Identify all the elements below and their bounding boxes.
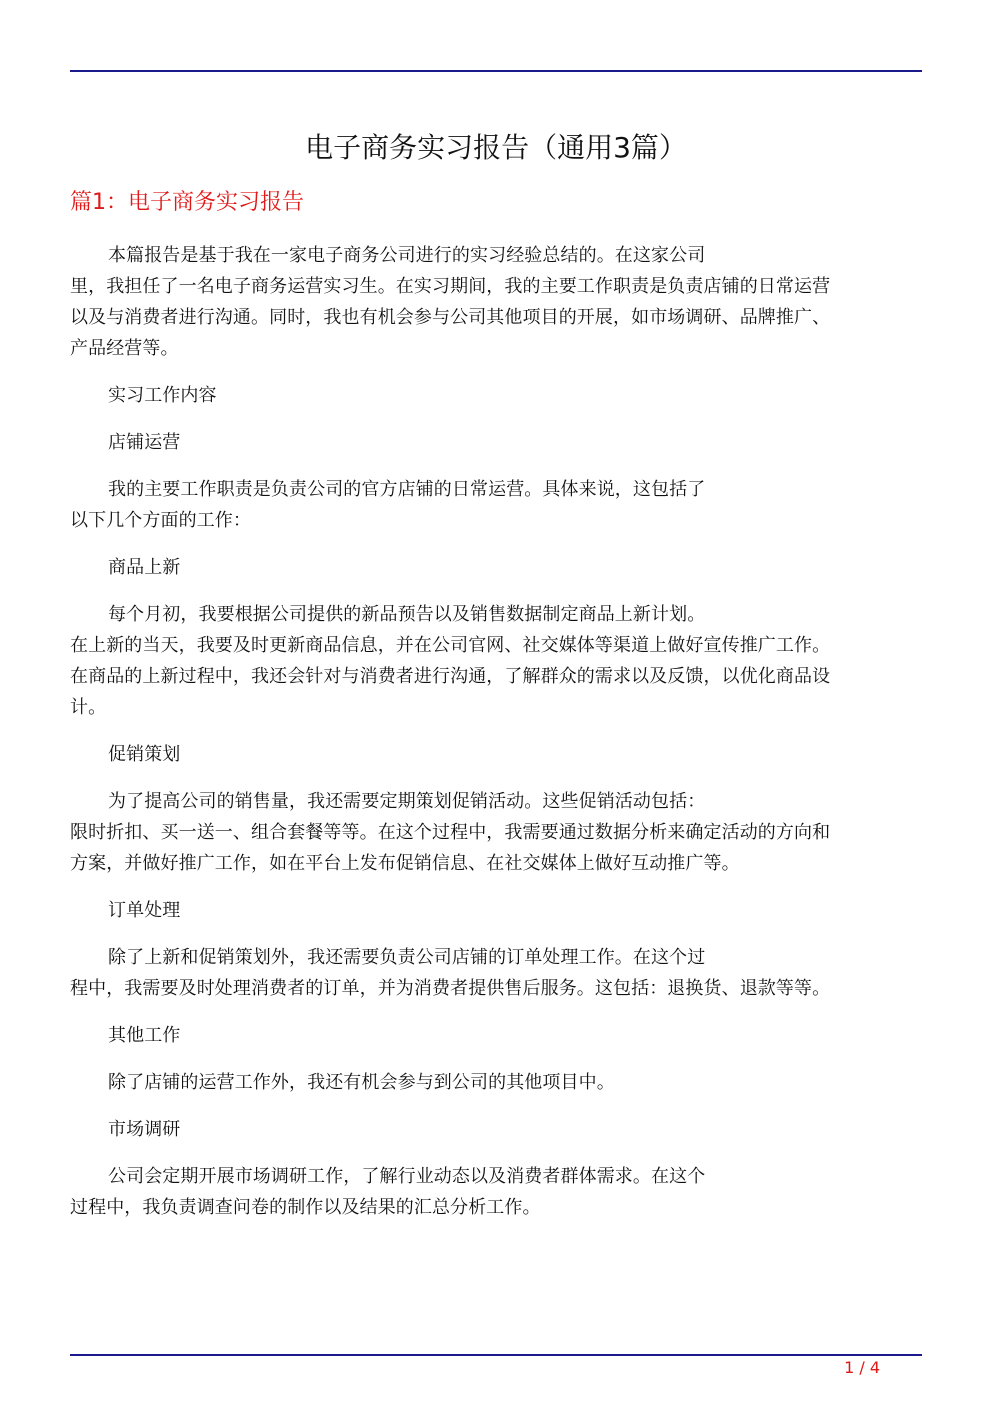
document-body [70, 240, 922, 1239]
paragraph-line: 以及与消费者进行沟通。同时，我也有机会参与公司其他项目的开展，如市场调研、品牌推广、 [70, 307, 831, 328]
paragraph [70, 474, 922, 536]
paragraph-line: 在上新的当天，我要及时更新商品信息，并在公司官网、社交媒体等渠道上做好宣传推广工作。 [70, 635, 831, 656]
paragraph [70, 1067, 922, 1098]
paragraph [70, 895, 922, 926]
paragraph-line: 程中，我需要及时处理消费者的订单，并为消费者提供售后服务。这包括：退换货、退款等等。 [70, 978, 831, 999]
paragraph-line: 除了上新和促销策划外，我还需要负责公司店铺的订单处理工作。在这个过 [108, 947, 706, 968]
paragraph-line: 订单处理 [108, 900, 181, 921]
paragraph-line: 方案，并做好推广工作，如在平台上发布促销信息、在社交媒体上做好互动推广等。 [70, 853, 740, 874]
paragraph-line: 公司会定期开展市场调研工作，了解行业动态以及消费者群体需求。在这个 [108, 1166, 706, 1187]
page-number: 1 / 4 [844, 1358, 880, 1377]
paragraph-line: 市场调研 [108, 1119, 181, 1140]
footer-rule [70, 1354, 922, 1356]
paragraph-line: 限时折扣、买一送一、组合套餐等等。在这个过程中，我需要通过数据分析来确定活动的方向和 [70, 822, 831, 843]
paragraph-line: 商品上新 [108, 557, 181, 578]
paragraph [70, 786, 922, 879]
section-heading: 篇1：电子商务实习报告 [70, 190, 304, 215]
paragraph [70, 240, 922, 364]
paragraph [70, 1114, 922, 1145]
header-rule [70, 70, 922, 72]
page-title: 电子商务实习报告（通用3篇） [305, 131, 687, 164]
paragraph [70, 427, 922, 458]
paragraph-line: 我的主要工作职责是负责公司的官方店铺的日常运营。具体来说，这包括了 [108, 479, 706, 500]
paragraph-line: 除了店铺的运营工作外，我还有机会参与到公司的其他项目中。 [108, 1072, 615, 1093]
paragraph-line: 在商品的上新过程中，我还会针对与消费者进行沟通，了解群众的需求以及反馈，以优化商品设 [70, 666, 831, 687]
paragraph-line: 实习工作内容 [108, 385, 217, 406]
paragraph [70, 739, 922, 770]
paragraph [70, 942, 922, 1004]
paragraph-line: 本篇报告是基于我在一家电子商务公司进行的实习经验总结的。在这家公司 [108, 245, 706, 266]
paragraph-line: 计。 [70, 697, 107, 718]
paragraph-line: 里，我担任了一名电子商务运营实习生。在实习期间，我的主要工作职责是负责店铺的日常运营 [70, 276, 831, 297]
paragraph-line: 促销策划 [108, 744, 181, 765]
paragraph-line: 过程中，我负责调查问卷的制作以及结果的汇总分析工作。 [70, 1197, 541, 1218]
paragraph-line: 每个月初，我要根据公司提供的新品预告以及销售数据制定商品上新计划。 [108, 604, 706, 625]
paragraph [70, 552, 922, 583]
paragraph [70, 1161, 922, 1223]
paragraph-line: 店铺运营 [108, 432, 181, 453]
paragraph [70, 380, 922, 411]
paragraph-line: 以下几个方面的工作： [70, 510, 251, 531]
paragraph-line: 为了提高公司的销售量，我还需要定期策划促销活动。这些促销活动包括： [108, 791, 706, 812]
paragraph [70, 1020, 922, 1051]
paragraph-line: 其他工作 [108, 1025, 181, 1046]
paragraph [70, 599, 922, 723]
paragraph-line: 产品经营等。 [70, 338, 179, 359]
